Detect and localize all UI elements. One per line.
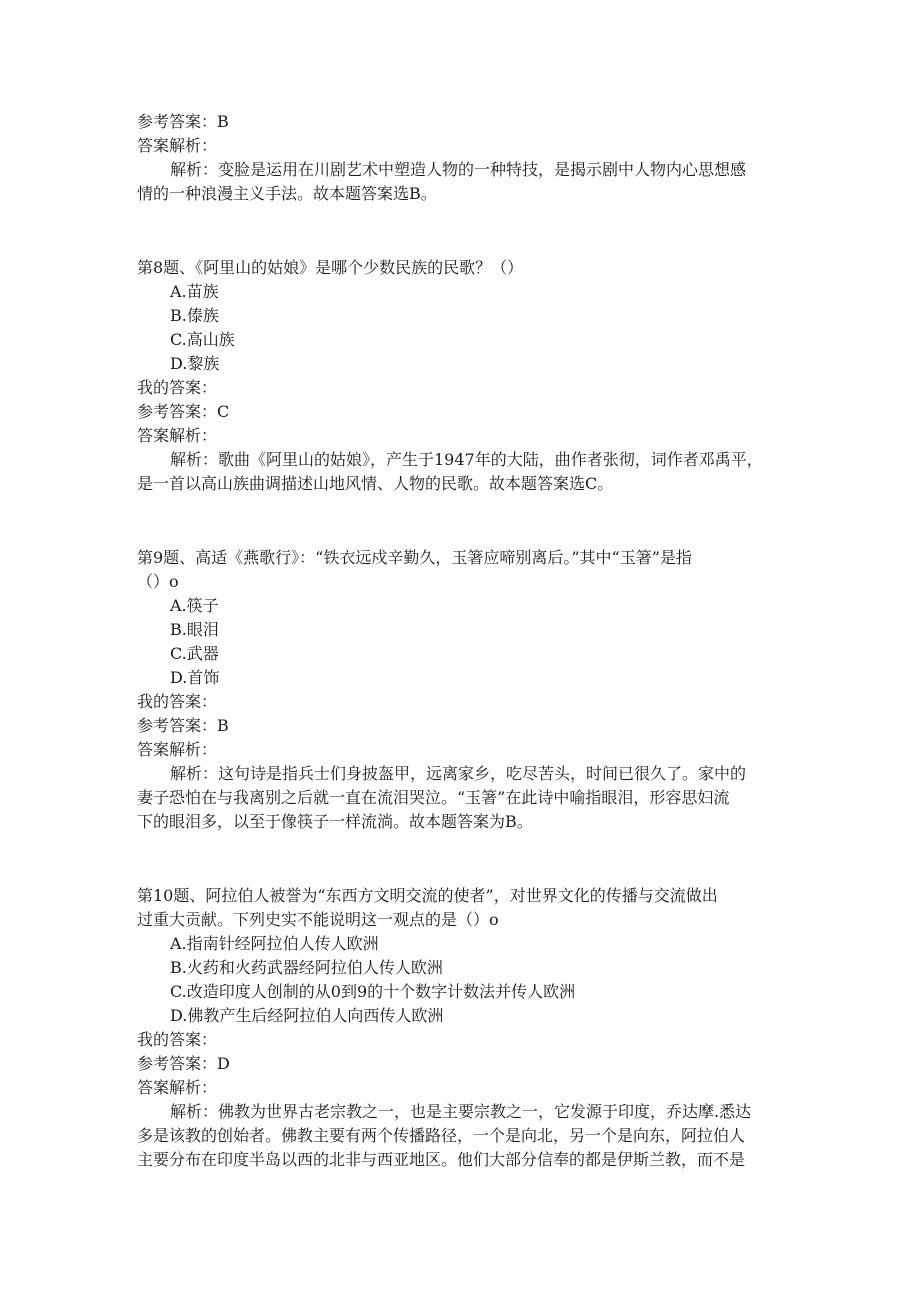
question-text: （）o <box>137 572 179 591</box>
analysis-line: 解析：佛教为世界古老宗教之一，也是主要宗教之一，它发源于印度，乔达摩.悉达 <box>170 1102 752 1121</box>
question-text: 过重大贡献。下列史实不能说明这一观点的是（）o <box>137 910 499 929</box>
question-9 <box>137 546 797 834</box>
spacer <box>137 206 797 256</box>
analysis-line: 下的眼泪多，以至于像筷子一样流淌。故本题答案为B。 <box>137 812 533 831</box>
option-b: B.傣族 <box>170 306 219 325</box>
reference-answer: 参考答案：B <box>137 112 229 131</box>
analysis-line: 情的一种浪漫主义手法。故本题答案选B。 <box>137 184 437 203</box>
analysis-line: 主要分布在印度半岛以西的北非与西亚地区。他们大部分信奉的都是伊斯兰教，而不是 <box>137 1150 746 1169</box>
document-page <box>137 110 797 1172</box>
option-a: A.指南针经阿拉伯人传人欧洲 <box>170 934 379 953</box>
question-text: 第9题、高适《燕歌行》：“铁衣远戍辛勤久，玉箸应啼别离后。”其中“玉箸”是指 <box>137 548 692 567</box>
analysis-line: 解析：这句诗是指兵士们身披盔甲，远离家乡，吃尽苦头，时间已很久了。家中的 <box>170 764 747 783</box>
my-answer: 我的答案： <box>137 378 218 397</box>
my-answer: 我的答案： <box>137 1030 218 1049</box>
analysis-line: 解析：歌曲《阿里山的姑娘》，产生于1947年的大陆，曲作者张彻，词作者邓禹平， <box>170 450 763 469</box>
analysis-line: 妻子恐怕在与我离别之后就一直在流泪哭泣。“玉箸”在此诗中喻指眼泪，形容思妇流 <box>137 788 730 807</box>
reference-answer: 参考答案：B <box>137 716 229 735</box>
question-7-tail <box>137 110 797 206</box>
analysis-line: 多是该教的创始者。佛教主要有两个传播路径，一个是向北，另一个是向东，阿拉伯人 <box>137 1126 746 1145</box>
analysis-label: 答案解析： <box>137 426 218 445</box>
option-b: B.眼泪 <box>170 620 219 639</box>
spacer <box>137 834 797 884</box>
analysis-label: 答案解析： <box>137 740 218 759</box>
analysis-label: 答案解析： <box>137 1078 218 1097</box>
option-a: A.筷子 <box>170 596 219 615</box>
option-d: D.黎族 <box>170 354 220 373</box>
my-answer: 我的答案： <box>137 692 218 711</box>
option-c: C.改造印度人创制的从0到9的十个数字计数法并传人欧洲 <box>170 982 576 1001</box>
option-a: A.苗族 <box>170 282 219 301</box>
option-d: D.首饰 <box>170 668 220 687</box>
analysis-line: 是一首以高山族曲调描述山地风情、人物的民歌。故本题答案选C。 <box>137 474 614 493</box>
reference-answer: 参考答案：C <box>137 402 230 421</box>
analysis-line: 解析：变脸是运用在川剧艺术中塑造人物的一种特技，是揭示剧中人物内心思想感 <box>170 160 747 179</box>
question-8 <box>137 256 797 496</box>
option-b: B.火药和火药武器经阿拉伯人传人欧洲 <box>170 958 443 977</box>
option-d: D.佛教产生后经阿拉伯人向西传人欧洲 <box>170 1006 444 1025</box>
reference-answer: 参考答案：D <box>137 1054 230 1073</box>
question-text: 第8题、《阿里山的姑娘》是哪个少数民族的民歌？（） <box>137 258 524 277</box>
analysis-label: 答案解析： <box>137 136 218 155</box>
option-c: C.武器 <box>170 644 219 663</box>
spacer <box>137 496 797 546</box>
question-10 <box>137 884 797 1172</box>
question-text: 第10题、阿拉伯人被誉为“东西方文明交流的使者”，对世界文化的传播与交流做出 <box>137 886 718 905</box>
option-c: C.高山族 <box>170 330 235 349</box>
